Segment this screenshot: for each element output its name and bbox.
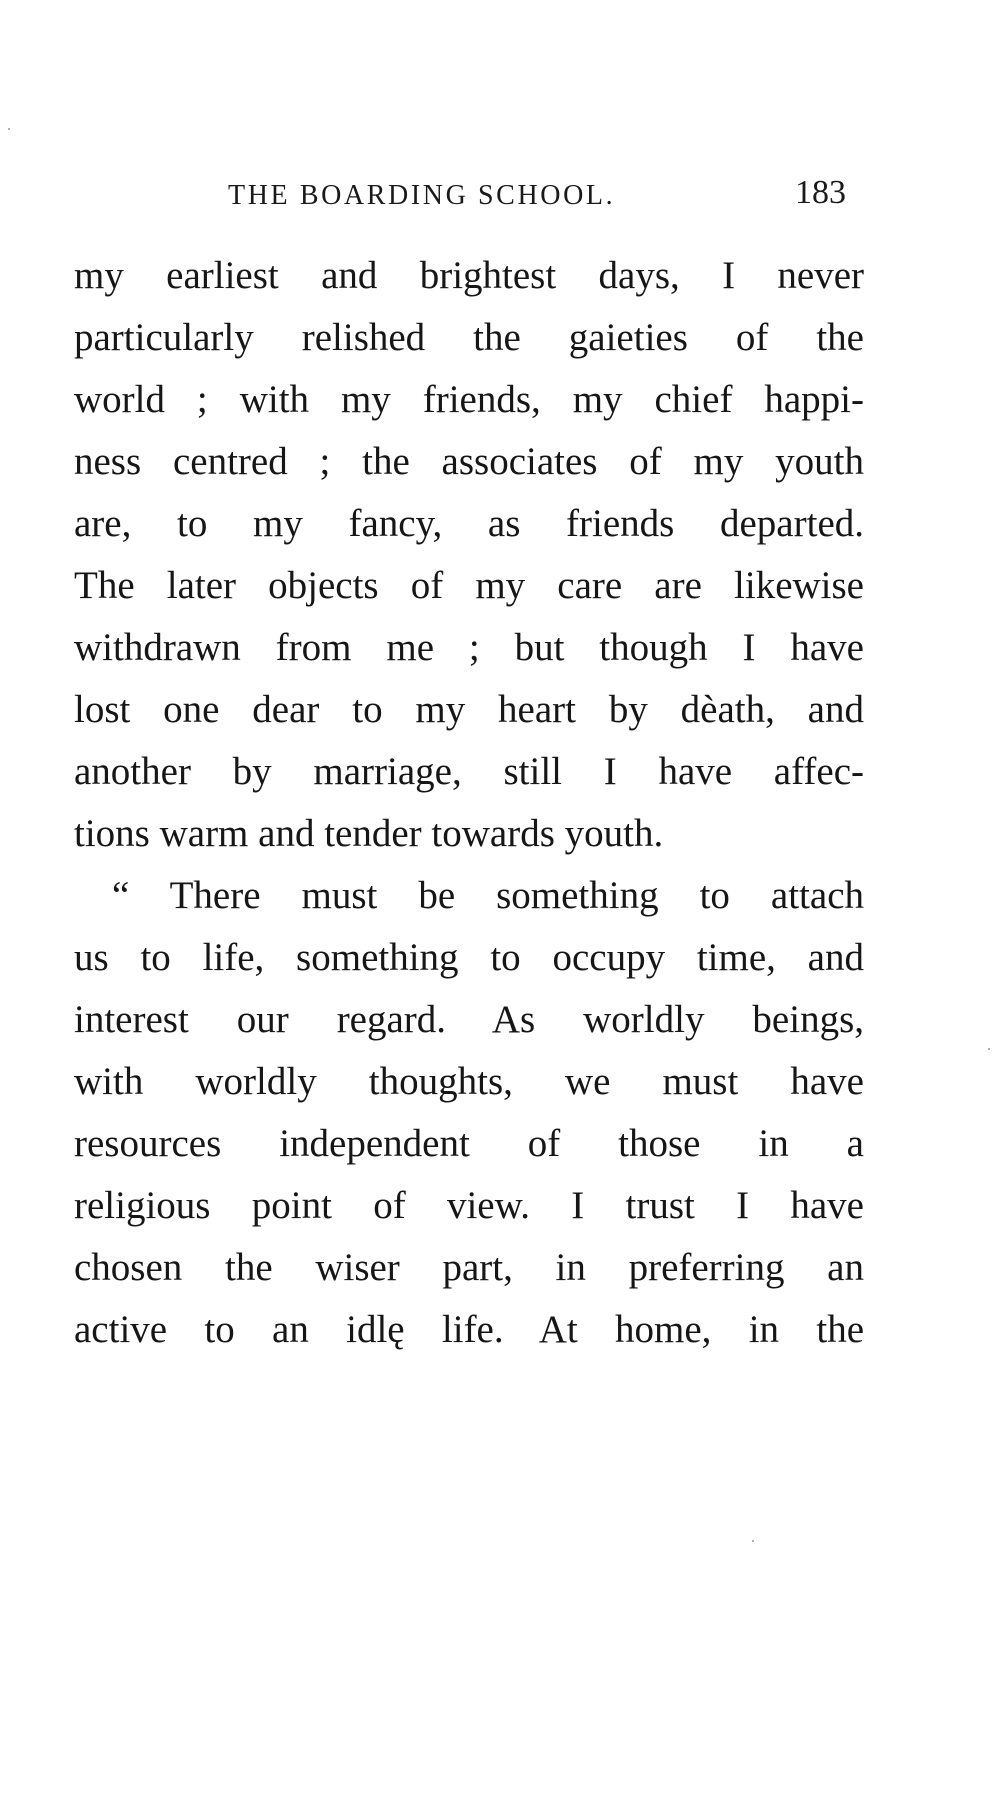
text-line: “ There must be something to attach bbox=[112, 874, 864, 917]
text-line: world ; with my friends, my chief happi- bbox=[74, 378, 864, 421]
text-line: withdrawn from me ; but though I have bbox=[74, 626, 864, 669]
text-line: us to life, something to occupy time, and bbox=[74, 936, 864, 979]
text-line: particularly relished the gaieties of the bbox=[74, 316, 864, 359]
running-title: THE BOARDING SCHOOL. bbox=[228, 180, 616, 211]
text-line: resources independent of those in a bbox=[74, 1122, 864, 1165]
paper-speck bbox=[988, 1048, 990, 1050]
text-line: The later objects of my care are likewise bbox=[74, 564, 864, 607]
paper-speck bbox=[752, 1540, 754, 1542]
text-line: chosen the wiser part, in preferring an bbox=[74, 1246, 864, 1289]
text-line: lost one dear to my heart by dèath, and bbox=[74, 688, 864, 731]
text-line: ness centred ; the associates of my youth bbox=[74, 440, 864, 483]
text-line: interest our regard. As worldly beings, bbox=[74, 998, 864, 1041]
text-line: another by marriage, still I have affec- bbox=[74, 750, 864, 793]
paper-speck bbox=[8, 128, 10, 130]
text-line: with worldly thoughts, we must have bbox=[74, 1060, 864, 1103]
text-line: are, to my fancy, as friends departed. bbox=[74, 502, 864, 545]
text-line: my earliest and brightest days, I never bbox=[74, 254, 864, 297]
text-line: active to an idlę life. At home, in the bbox=[74, 1308, 864, 1351]
page-number: 183 bbox=[795, 174, 846, 211]
text-line: religious point of view. I trust I have bbox=[74, 1184, 864, 1227]
text-line: tions warm and tender towards youth. bbox=[74, 812, 664, 855]
